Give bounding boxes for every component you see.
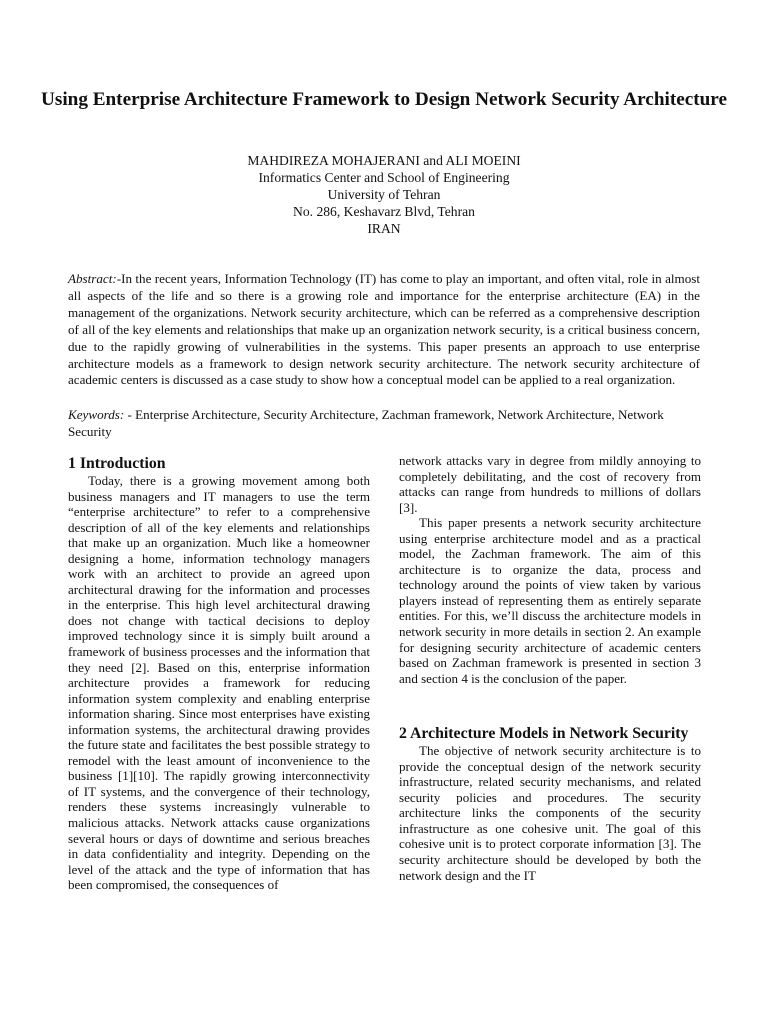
left-column (68, 454, 370, 893)
affiliation-line: Informatics Center and School of Engineering (258, 170, 510, 185)
abstract-text: -In the recent years, Information Technology (IT) has come to play an important, and often vital, role in almost all aspects of the life and so there is a growing role and importance for the enterprise architecture (EA) in the management of the organizations. Network security architecture, which can be referred as a comprehensive description of all of the key elements and relationships that make up an organization network security, is a critical business concern, due to the rapidly growing of vulnerabilities in the systems. This paper presents an approach to use enterprise architecture models as a framework to design network security architecture. The network security architecture of academic centers is discussed as a case study to show how a conceptual model can be applied to a real organization. (68, 271, 700, 388)
keywords-text: - Enterprise Architecture, Security Architecture, Zachman framework, Network Architecture, Network Security (68, 407, 664, 439)
affiliation-line: No. 286, Keshavarz Blvd, Tehran (293, 204, 475, 219)
introduction-paragraph: Today, there is a growing movement among both business managers and IT managers to use the term “enterprise architecture” to refer to a comprehensive description of all of the key elements and relationships that make up an organization. Much like a homeowner designing a home, information technology managers work with an architect to provide an agreed upon architectural drawing for the information and processes in the enterprise. This high level architectural drawing does not change with tactical decisions to deploy improved technology since it is simply built around a framework of business processes and the information that they need [2]. Based on this, enterprise information architecture provides a framework for reducing information system complexity and enabling enterprise information sharing. Since most enterprises have existing information systems, the architectural drawing provides the future state and facilitates the best possible strategy to remodel with the least amount of inconvenience to the business [1][10]. The rapidly growing interconnectivity of IT systems, and the convergence of their technology, renders these systems increasingly vulnerable to malicious attacks. Network attacks cause organizations several hours or days of downtime and serious breaches in data confidentiality and integrity. Depending on the level of the attack and the type of information that has been compromised, the consequences of (68, 473, 370, 893)
introduction-continuation: network attacks vary in degree from mildly annoying to completely debilitating, and the cost of recovery from attacks can range from hundreds to millions of dollars [3]. (399, 453, 701, 515)
abstract-label: Abstract: (68, 271, 117, 286)
right-column (399, 453, 701, 883)
author-names: MAHDIREZA MOHAJERANI and ALI MOEINI (247, 153, 521, 168)
architecture-models-paragraph: The objective of network security architecture is to provide the conceptual design of the network security infrastructure, related security mechanisms, and related security policies and procedures. The security architecture links the components of the security infrastructure as one cohesive unit. The goal of this cohesive unit is to protect corporate information [3]. The security architecture should be developed by both the network design and the IT (399, 743, 701, 883)
keywords (68, 407, 700, 441)
affiliation-line: University of Tehran (327, 187, 441, 202)
author-block (40, 152, 728, 237)
keywords-label: Keywords: (68, 407, 125, 422)
paper-title: Using Enterprise Architecture Framework to Design Network Security Architecture (41, 89, 727, 110)
abstract (68, 271, 700, 389)
affiliation-line: IRAN (367, 221, 401, 236)
introduction-paragraph-2: This paper presents a network security architecture using enterprise architecture model and as a practical model, the Zachman framework. The aim of this architecture is to organize the data, process and technology around the points of view taken by various players instead of representing them as entirely separate entities. For this, we’ll discuss the architecture models in network security in more details in section 2. An example for designing security architecture of academic centers based on Zachman framework is presented in section 3 and section 4 is the conclusion of the paper. (399, 515, 701, 686)
section-heading-introduction: 1 Introduction (68, 455, 166, 472)
section-heading-architecture-models: 2 Architecture Models in Network Security (399, 725, 689, 743)
